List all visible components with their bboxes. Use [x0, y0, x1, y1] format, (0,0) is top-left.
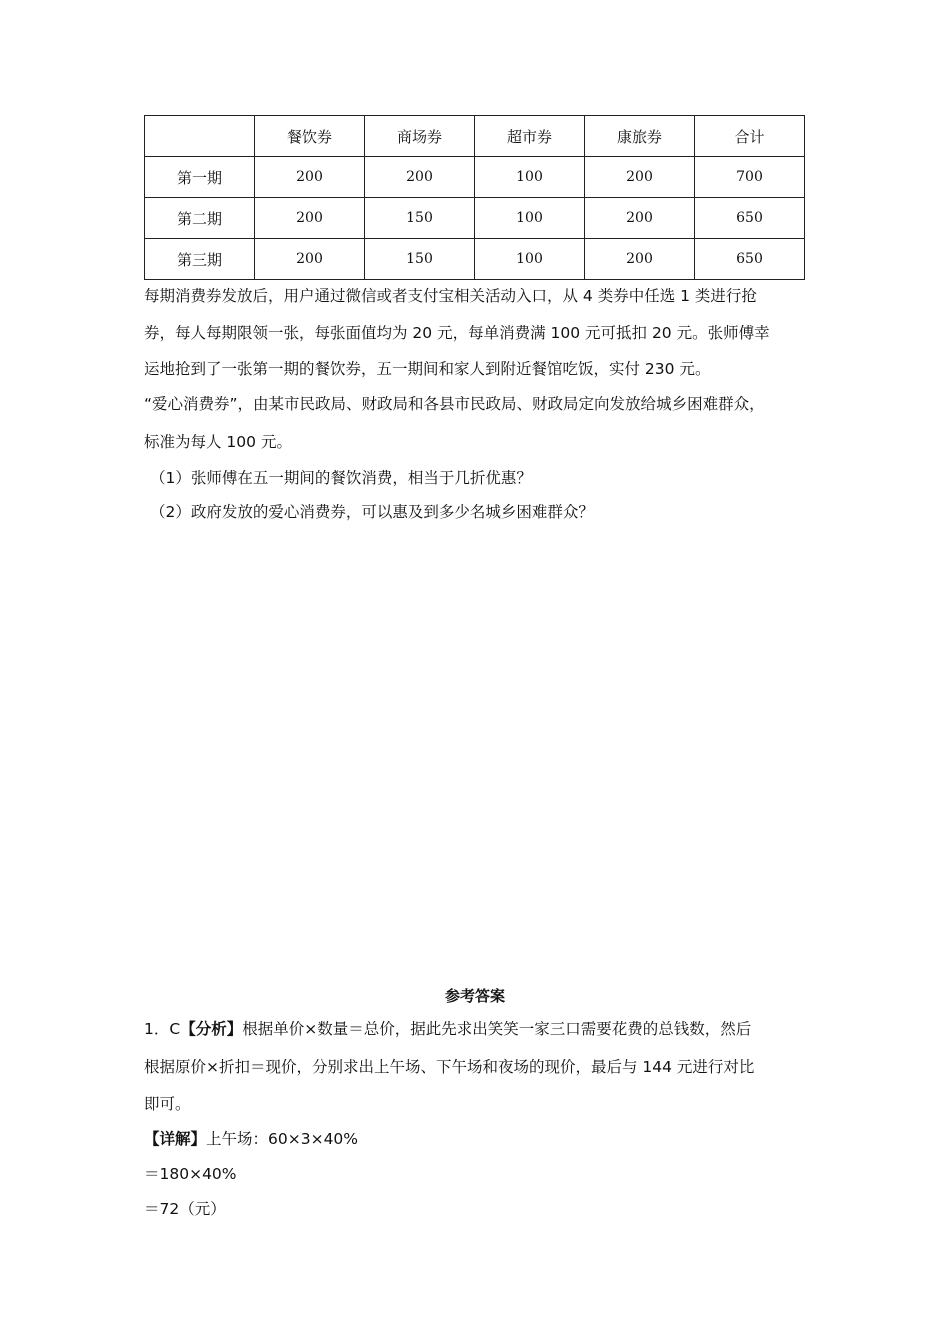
table-cell: 100: [475, 157, 585, 198]
calc-step-2: ＝72（元）: [144, 1200, 226, 1218]
question-1: （1）张师傅在五一期间的餐饮消费，相当于几折优惠？: [150, 469, 532, 487]
row-label: 第二期: [145, 198, 255, 239]
table-cell: 200: [585, 198, 695, 239]
table-header-cell: 康旅券: [585, 116, 695, 157]
table-header-cell: 超市券: [475, 116, 585, 157]
answer-line-1: [144, 1011, 806, 1048]
analysis-tag: 【分析】: [180, 1020, 243, 1038]
paragraph-line: “爱心消费券”，由某市民政局、财政局和各县市民政局、财政局定向发放给城乡困难群众，: [144, 395, 765, 413]
table-header-cell: 商场券: [365, 116, 475, 157]
table-cell: 200: [255, 157, 365, 198]
paragraph-line: 每期消费券发放后，用户通过微信或者支付宝相关活动入口，从 4 类券中任选 1 类进行抢: [144, 287, 757, 305]
paragraph-line: 运地抢到了一张第一期的餐饮券，五一期间和家人到附近餐馆吃饭，实付 230 元。: [144, 360, 711, 378]
table-cell: 200: [585, 239, 695, 280]
detail-tag: 【详解】: [144, 1130, 207, 1148]
table-cell: 150: [365, 239, 475, 280]
table-cell: 200: [585, 157, 695, 198]
table-cell: 100: [475, 198, 585, 239]
table-cell: 150: [365, 198, 475, 239]
answer-line-3: 即可。: [144, 1095, 191, 1113]
question-2: （2）政府发放的爱心消费券，可以惠及到多少名城乡困难群众？: [150, 503, 594, 521]
table-cell: 100: [475, 239, 585, 280]
detail-text: 上午场：60×3×40%: [206, 1130, 359, 1148]
paragraph-line: 券，每人每期限领一张，每张面值均为 20 元，每单消费满 100 元可抵扣 20 元。张师傅幸: [144, 324, 770, 342]
table-header-cell: [145, 116, 255, 157]
table-cell: 650: [695, 198, 805, 239]
table-header-cell: 餐饮券: [255, 116, 365, 157]
table-header-row: [145, 116, 805, 157]
table-row: [145, 198, 805, 239]
table-cell: 700: [695, 157, 805, 198]
table-cell: 200: [255, 198, 365, 239]
table-row: [145, 157, 805, 198]
table-cell: 650: [695, 239, 805, 280]
detail-line: [144, 1121, 806, 1158]
coupon-table: [144, 115, 805, 280]
analysis-text: 根据单价×数量＝总价，据此先求出笑笑一家三口需要花费的总钱数，然后: [242, 1020, 752, 1038]
answer-line-2: 根据原价×折扣＝现价，分别求出上午场、下午场和夜场的现价，最后与 144 元进行对比: [144, 1058, 755, 1076]
row-label: 第一期: [145, 157, 255, 198]
table-cell: 200: [255, 239, 365, 280]
answer-number: 1．C: [144, 1020, 181, 1038]
table-cell: 200: [365, 157, 475, 198]
table-row: [145, 239, 805, 280]
calc-step-1: ＝180×40%: [144, 1165, 237, 1183]
table-header-cell: 合计: [695, 116, 805, 157]
row-label: 第三期: [145, 239, 255, 280]
paragraph-line: 标准为每人 100 元。: [144, 433, 292, 451]
answer-title: 参考答案: [444, 987, 505, 1005]
